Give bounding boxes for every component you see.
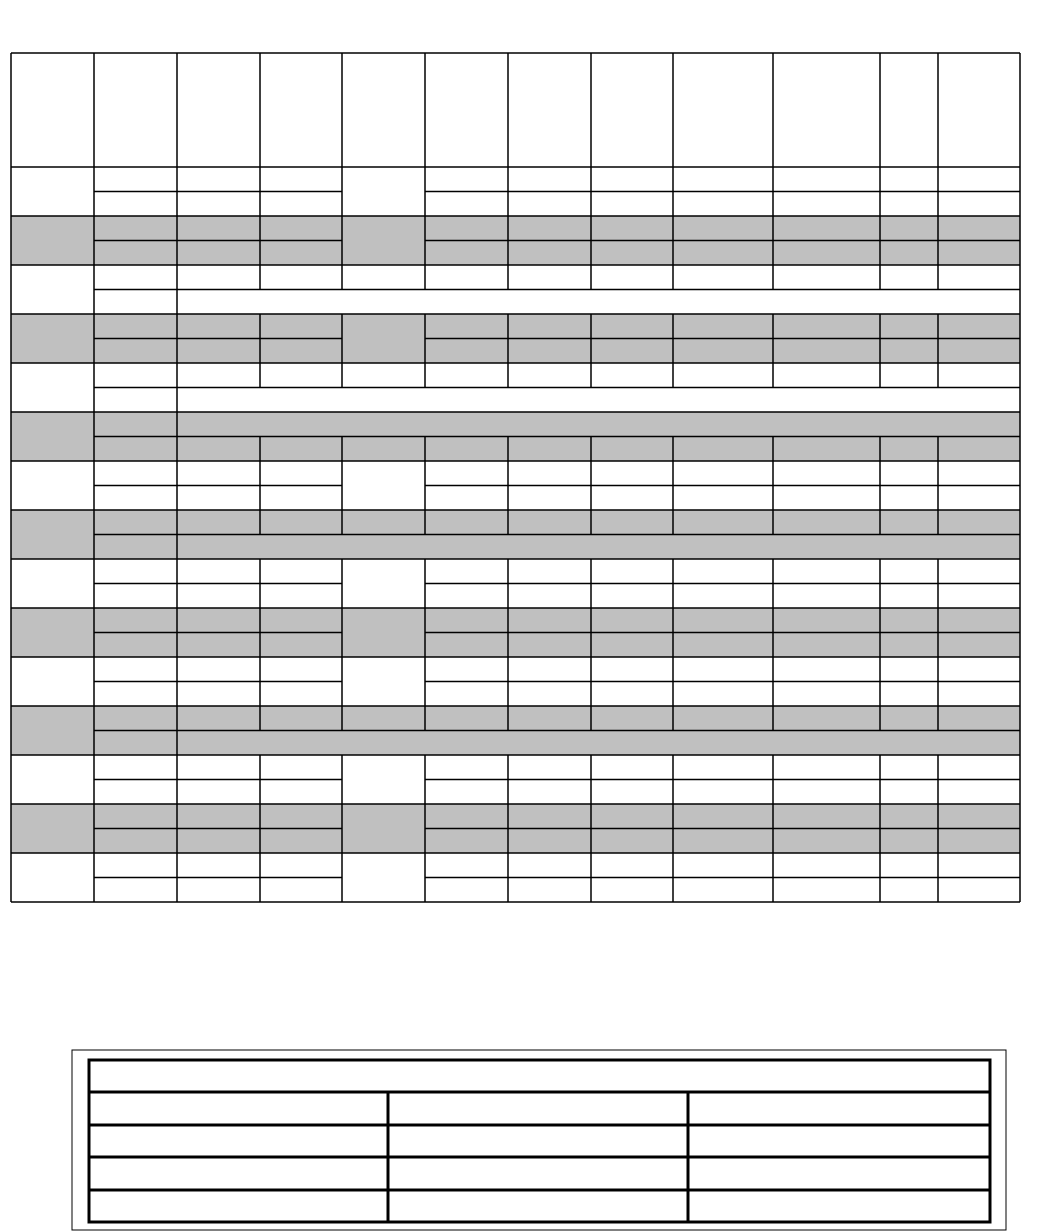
grid-lines <box>11 53 1020 902</box>
legend-title <box>92 1062 988 1090</box>
